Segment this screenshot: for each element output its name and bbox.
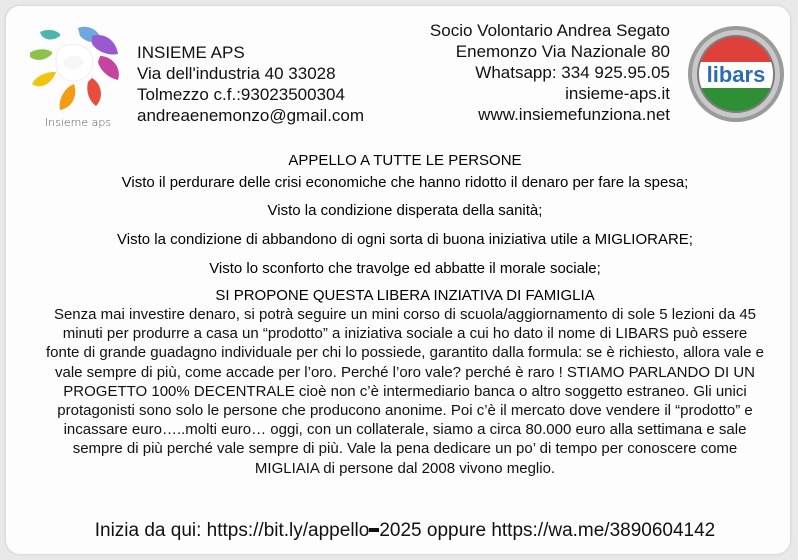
consideration-1: Visto il perdurare delle crisi economiche che hanno ridotto il denaro per fare la spesa;	[121, 174, 689, 191]
contact-website-1[interactable]: insieme-aps.it	[565, 84, 670, 103]
org-email[interactable]: andreaenemonzo@gmail.com	[137, 106, 365, 125]
insieme-aps-logo	[30, 20, 126, 136]
appeal-heading: APPELLO A TUTTE LE PERSONE	[288, 152, 522, 169]
footer-links[interactable]	[6, 520, 798, 542]
consideration-2: Visto la condizione disperata della sanità;	[267, 202, 543, 219]
contact-website-2[interactable]: www.insiemefunziona.net	[478, 105, 670, 124]
contact-whatsapp: Whatsapp: 334 925.95.05	[475, 63, 670, 82]
proposal-paragraph: Senza mai investire denaro, si potrà seguire un mini corso di scuola/aggiornamento di sole 5 lezioni da 45 minuti per produrre a casa un “prodotto” a iniziativa sociale a cui ho dato il nome di LIBARS può essere fonte di grande guadagno individuale per chi lo possiede, garantito dalla formula: se è richiesto, allora vale e vale sempre di più, come accade per l’oro. Perché l’oro vale? perché è raro ! STIAMO PARLANDO DI UN PROGETTO 100% DECENTRALE cioè non c’è intermediario banca o altro soggetto estraneo. Gli unici protagonisti sono solo le persone che producono anonime. Poi c’è il mercato dove vendere il “prodotto” e incassare euro…..molti euro… oggi, con un collaterale, siamo a circa 80.000 euro alla settimana e sale sempre di più perché vale sempre di più. Vale la pena dedicare un po’ di tempo per conoscere come MIGLIAIA di persone dal 2008 vivono meglio.	[46, 306, 764, 477]
org-address: Via dell'industria 40 33028	[137, 64, 336, 83]
footer-link-suffix[interactable]: 2025 oppure https://wa.me/3890604142	[379, 520, 716, 541]
contact-address: Enemonzo Via Nazionale 80	[455, 42, 670, 61]
organization-info	[137, 42, 364, 126]
separator-mark	[369, 528, 379, 532]
org-name: INSIEME APS	[137, 43, 245, 62]
contact-name: Socio Volontario Andrea Segato	[429, 21, 670, 40]
contact-info	[430, 20, 670, 125]
badge-text: libars	[706, 62, 766, 87]
org-tax-code: Tolmezzo c.f.:93023500304	[137, 85, 345, 104]
footer-link-prefix[interactable]: Inizia da qui: https://bit.ly/appello	[94, 520, 370, 541]
logo-caption: Insieme aps	[44, 116, 112, 129]
libars-badge-icon	[686, 24, 786, 124]
proposal-heading: SI PROPONE QUESTA LIBERA INZIATIVA DI FAMIGLIA	[215, 287, 595, 304]
flyer-card	[6, 6, 790, 554]
hands-logo-icon	[30, 20, 126, 116]
consideration-3: Visto la condizione di abbandono di ogni sorta di buona iniziativa utile a MIGLIORARE;	[117, 231, 693, 248]
consideration-4: Visto lo sconforto che travolge ed abbatte il morale sociale;	[209, 260, 601, 277]
